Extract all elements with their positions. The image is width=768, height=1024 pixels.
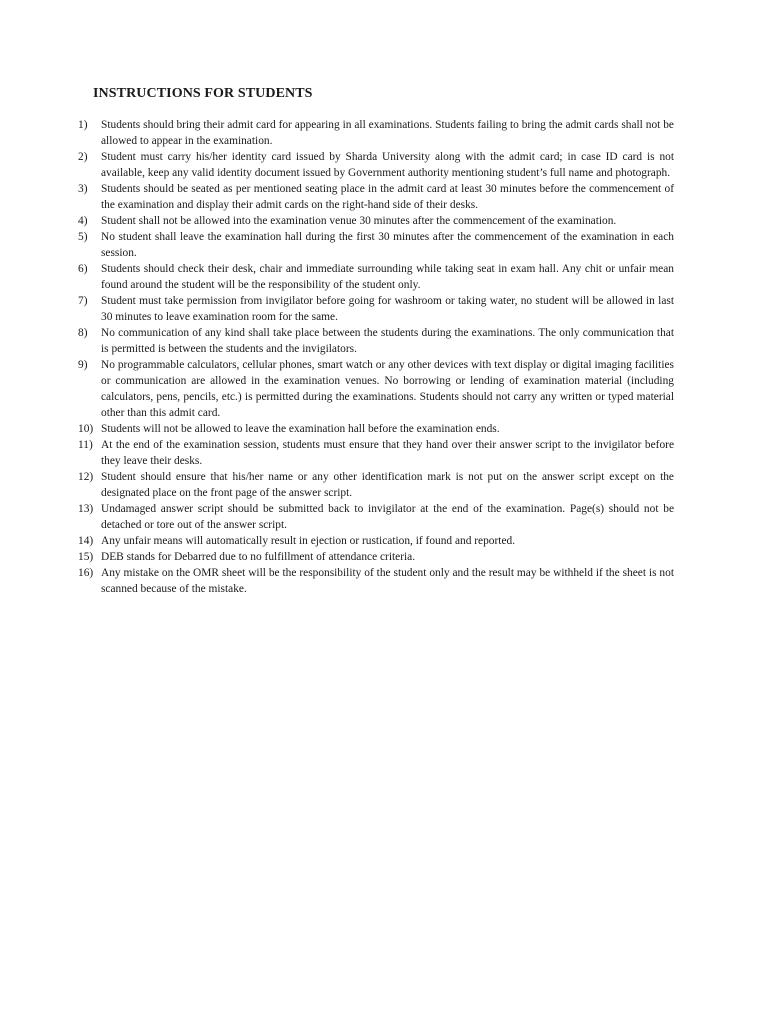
instruction-item (78, 533, 674, 549)
instruction-text: DEB stands for Debarred due to no fulfillment of attendance criteria. (101, 551, 416, 563)
instruction-item (78, 421, 674, 437)
instruction-item (78, 293, 674, 325)
instruction-item (78, 501, 674, 533)
instruction-item (78, 149, 674, 181)
instruction-number: 2) (78, 151, 88, 163)
instruction-item (78, 549, 674, 565)
instruction-number: 5) (78, 231, 88, 243)
instruction-item (78, 261, 674, 293)
instruction-number: 4) (78, 215, 88, 227)
instruction-text: At the end of the examination session, students must ensure that they hand over their answer script to the invigilator before they leave their desks. (101, 439, 674, 467)
instruction-item (78, 229, 674, 261)
instruction-number: 15) (78, 551, 94, 563)
instruction-number: 7) (78, 295, 88, 307)
instruction-text: Students should check their desk, chair and immediate surrounding while taking seat in exam hall. Any chit or unfair mean found around the student will be the responsibility of the student only. (101, 263, 674, 291)
instruction-number: 9) (78, 359, 88, 371)
instruction-number: 12) (78, 471, 94, 483)
instruction-item (78, 469, 674, 501)
instruction-text: Any mistake on the OMR sheet will be the responsibility of the student only and the result may be withheld if the sheet is not scanned because of the mistake. (101, 567, 674, 595)
instruction-number: 8) (78, 327, 88, 339)
instruction-text: Student shall not be allowed into the examination venue 30 minutes after the commencement of the examination. (101, 215, 617, 227)
instruction-text: No student shall leave the examination hall during the first 30 minutes after the commencement of the examination in each session. (101, 231, 674, 259)
instruction-item (78, 181, 674, 213)
instruction-text: Student must take permission from invigilator before going for washroom or taking water, no student will be allowed in last 30 minutes to leave examination room for the same. (101, 295, 674, 323)
instruction-number: 10) (78, 423, 94, 435)
instruction-text: Undamaged answer script should be submitted back to invigilator at the end of the examination. Page(s) should not be detached or tore out of the answer script. (101, 503, 674, 531)
instruction-item (78, 357, 674, 421)
instruction-text: Any unfair means will automatically result in ejection or rustication, if found and reported. (101, 535, 516, 547)
instruction-text: Student should ensure that his/her name or any other identification mark is not put on the answer script except on the designated place on the front page of the answer script. (101, 471, 674, 499)
instruction-item (78, 213, 674, 229)
instruction-item (78, 565, 674, 597)
instruction-number: 16) (78, 567, 94, 579)
instruction-number: 11) (78, 439, 93, 451)
instruction-text: Students should be seated as per mentioned seating place in the admit card at least 30 minutes before the commencement of the examination and display their admit cards on the right-hand side of their desks. (101, 183, 674, 211)
instruction-item (78, 117, 674, 149)
instruction-item (78, 437, 674, 469)
instruction-number: 14) (78, 535, 94, 547)
page-title: INSTRUCTIONS FOR STUDENTS (93, 86, 313, 101)
instruction-item (78, 325, 674, 357)
instruction-number: 6) (78, 263, 88, 275)
instructions-list (78, 117, 674, 597)
instruction-number: 13) (78, 503, 94, 515)
instruction-text: Students should bring their admit card for appearing in all examinations. Students failing to bring the admit cards shall not be allowed to appear in the examination. (101, 119, 674, 147)
instruction-text: No communication of any kind shall take place between the students during the examinations. The only communication that is permitted is between the students and the invigilators. (101, 327, 674, 355)
instruction-text: No programmable calculators, cellular phones, smart watch or any other devices with text display or digital imaging facilities or communication are allowed in the examination venues. No borrowing or lending of examination material (including calculators, pens, pencils, etc.) is permitted during the examinations. Students should not carry any written or typed material other than this admit card. (101, 359, 674, 419)
instruction-number: 1) (78, 119, 88, 131)
instruction-text: Students will not be allowed to leave the examination hall before the examination ends. (101, 423, 500, 435)
instruction-text: Student must carry his/her identity card issued by Sharda University along with the admit card; in case ID card is not available, keep any valid identity document issued by Government authority mentioning student’s full name and photograph. (101, 151, 674, 179)
instruction-number: 3) (78, 183, 88, 195)
